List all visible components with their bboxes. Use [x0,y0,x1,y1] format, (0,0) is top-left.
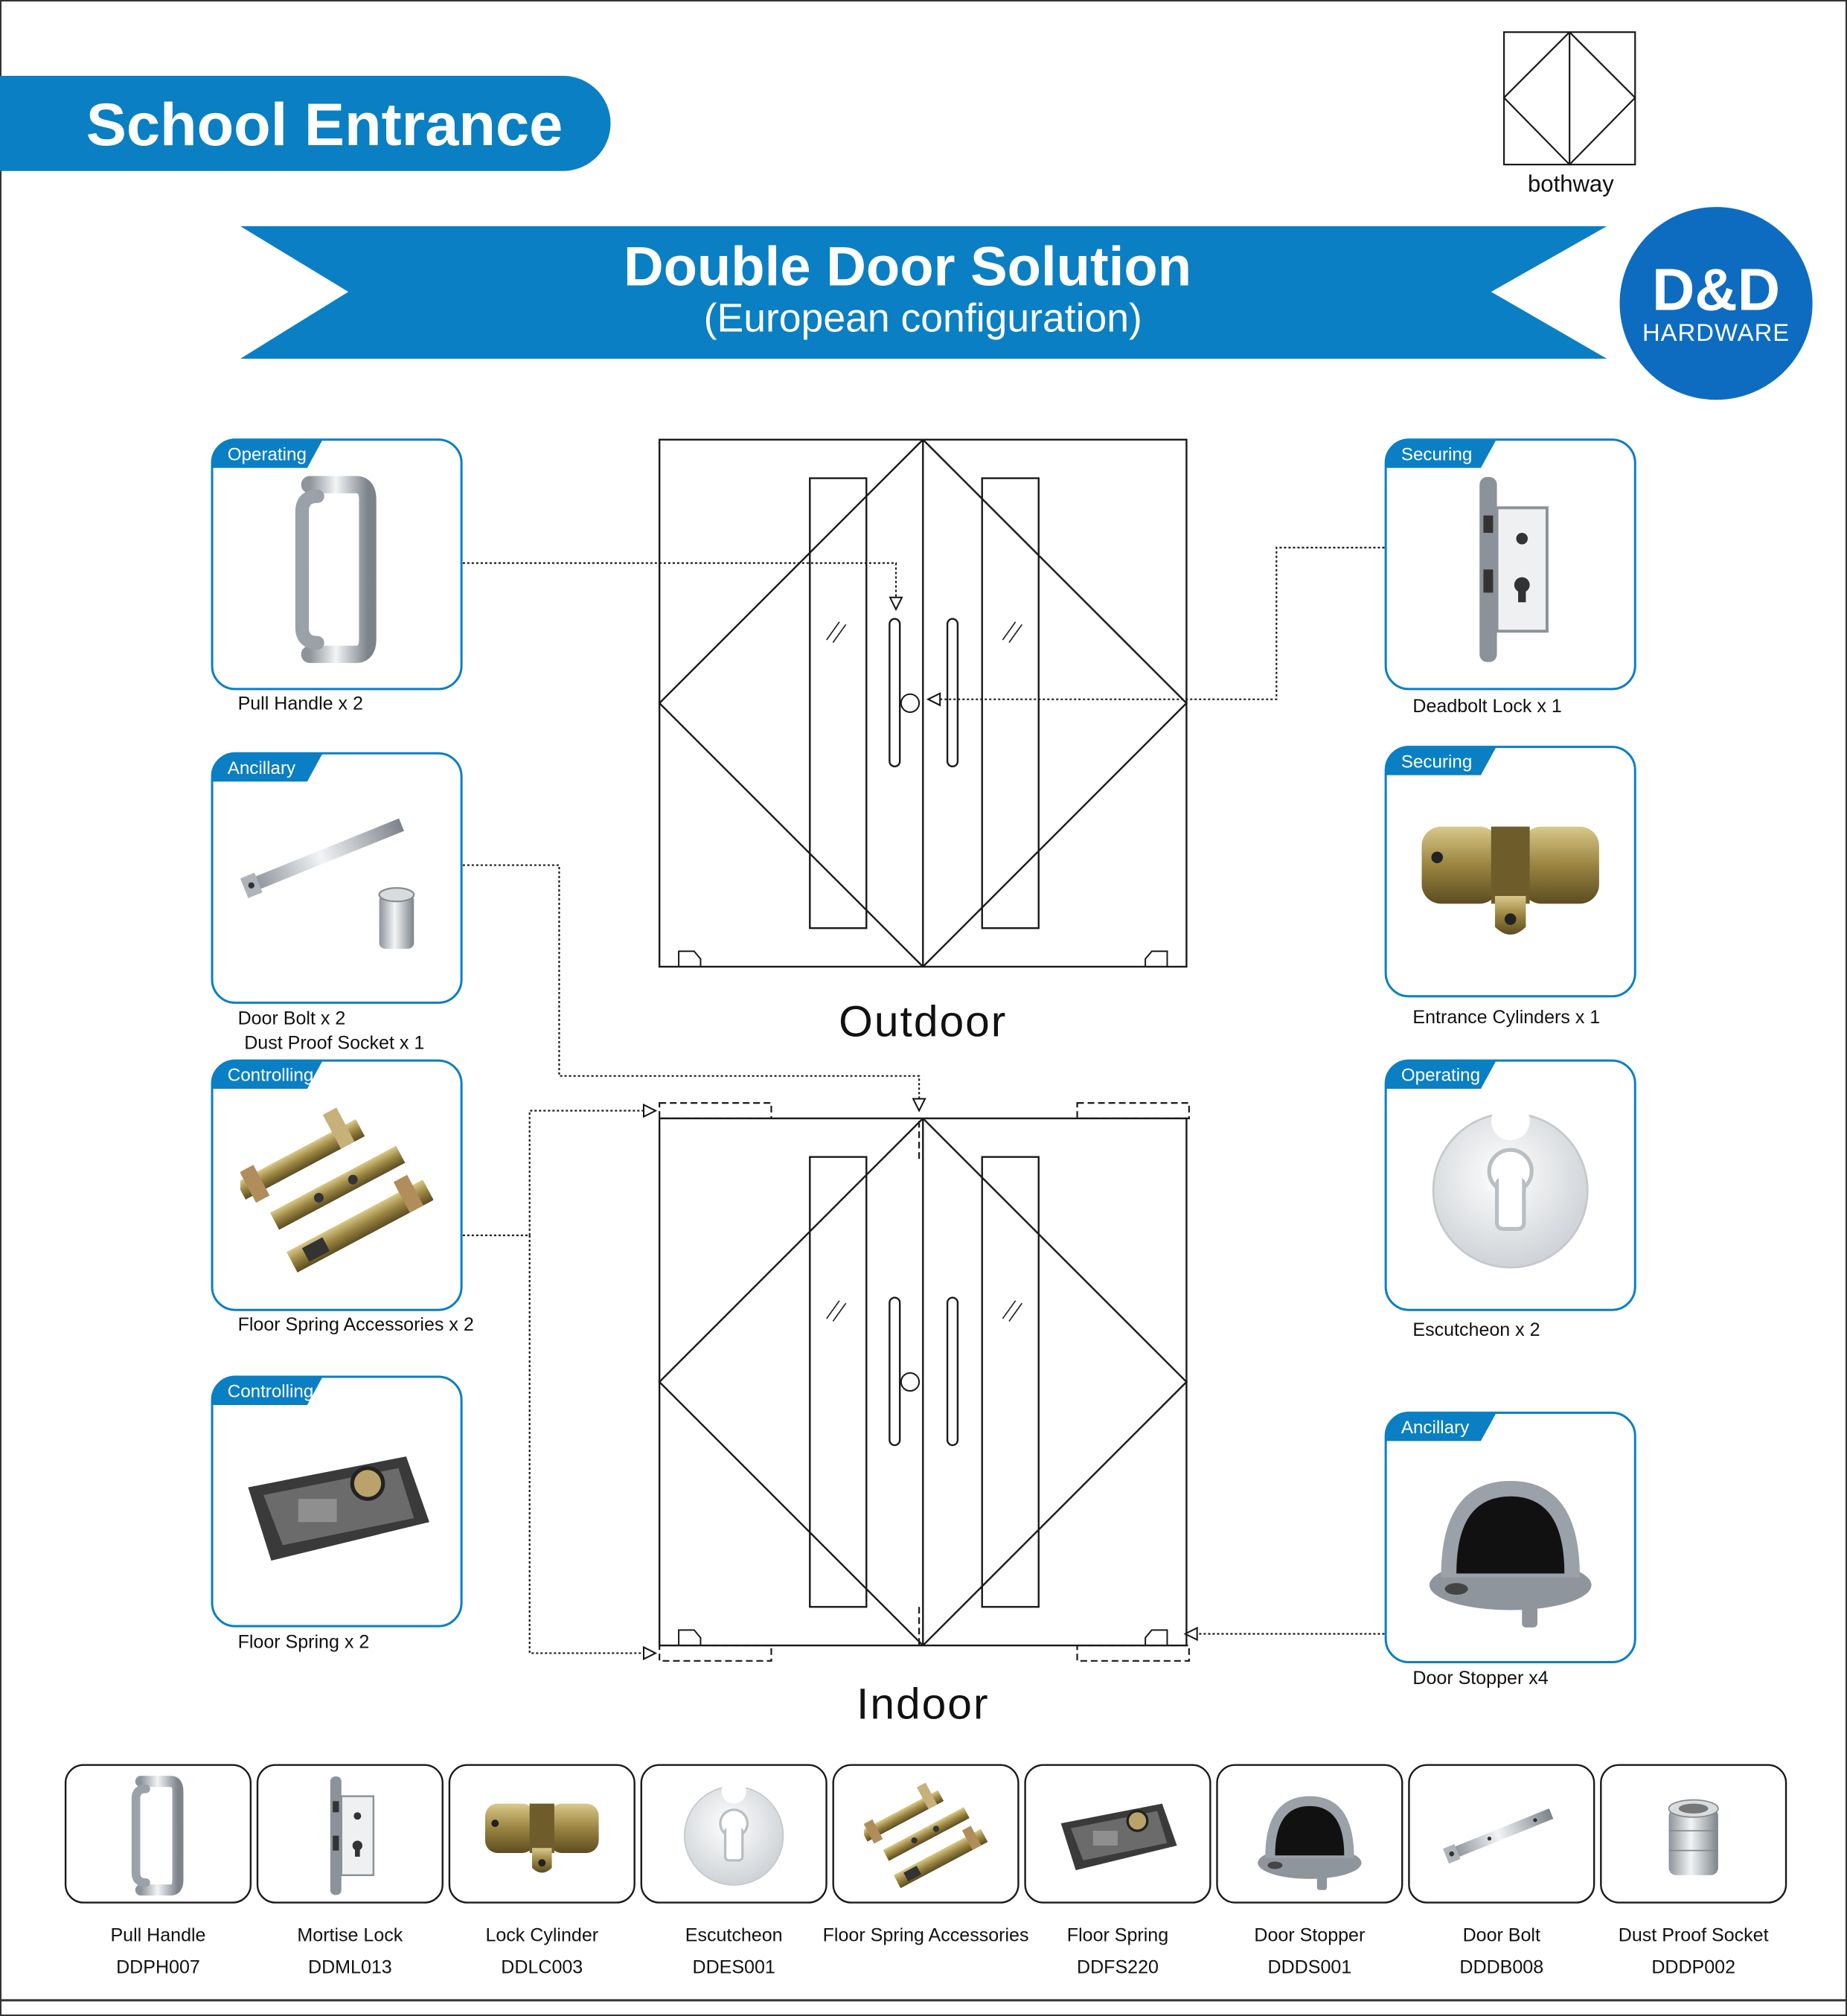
component-caption: Deadbolt Lock x 1 [1412,695,1562,717]
category-label: Controlling [227,1381,314,1402]
category-label: Controlling [227,1065,314,1086]
brand-sub: HARDWARE [1642,318,1790,346]
indoor-door [659,1119,1186,1645]
indoor-label: Indoor [857,1680,990,1729]
product-name: Escutcheon [685,1924,783,1946]
indoor-door-stopper-left [679,1630,700,1645]
product-name: Mortise Lock [297,1924,403,1946]
component-caption: Door Stopper x4 [1412,1667,1549,1689]
connector-door-bolt [463,865,919,1111]
product-name: Floor Spring [1066,1924,1169,1946]
product-item [823,1765,1029,1946]
opening-type-label: bothway [1528,170,1614,197]
banner-subtitle: (European configuration) [703,296,1142,341]
indoor-door-glass-left [810,1157,866,1607]
outdoor-door-stopper-right [1145,951,1167,967]
indoor-door-glint [1002,1301,1015,1319]
indoor-door-lock-cylinder [901,1373,919,1391]
category-label: Securing [1401,752,1473,772]
component-card [212,1377,461,1652]
category-label: Ancillary [227,758,296,778]
banner-title: Double Door Solution [623,235,1192,298]
component-card [1386,1060,1635,1340]
product-name: Dust Proof Socket [1618,1924,1769,1946]
bothway-icon [1504,32,1635,164]
outdoor-door-glint [827,622,839,640]
product-code: DDLC003 [501,1956,583,1978]
outdoor-door-glint [1002,622,1015,640]
dust-proof-socket-icon [1669,1800,1718,1875]
product-name: Lock Cylinder [485,1924,599,1946]
outdoor-door [659,440,1186,967]
component-caption: Escutcheon x 2 [1412,1319,1540,1340]
product-item [641,1765,827,1978]
product-item [1217,1765,1403,1978]
product-item [449,1765,635,1978]
indoor-door-stopper-right [1145,1630,1167,1645]
product-code: DDDS001 [1267,1956,1352,1978]
category-label: Operating [1401,1065,1481,1086]
indoor-door-glint [827,1301,839,1319]
product-code: DDFS220 [1077,1956,1159,1978]
connector-accessories-top [463,1110,656,1235]
indoor-door-swing-right [923,1119,1186,1645]
brand-main: D&D [1652,256,1781,323]
component-card [212,440,461,714]
outdoor-label: Outdoor [839,997,1008,1046]
outdoor-door-swing-left [659,440,923,967]
product-code: DDPH007 [116,1956,200,1978]
product-item [1409,1765,1594,1978]
category-label: Ancillary [1401,1418,1470,1439]
product-item [1601,1765,1786,1978]
product-name: Door Bolt [1462,1924,1540,1946]
component-caption: Pull Handle x 2 [237,693,363,714]
connector-pull-handle [463,563,896,609]
component-card [1386,1412,1635,1688]
category-label: Securing [1401,444,1473,465]
component-caption-2: Dust Proof Socket x 1 [244,1032,425,1054]
component-card [1386,747,1635,1028]
outdoor-door-glass-left [810,479,866,929]
product-item [65,1765,251,1978]
product-name: Floor Spring Accessories [822,1924,1029,1946]
outdoor-door-glint [833,624,845,642]
component-card [212,753,461,1053]
indoor-door-handle-left [889,1298,900,1445]
connector-deadbolt [928,548,1384,700]
product-name: Door Stopper [1254,1924,1366,1946]
indoor-door-glint [833,1303,845,1321]
component-caption: Entrance Cylinders x 1 [1412,1007,1601,1028]
product-name: Pull Handle [110,1924,206,1946]
outdoor-door-handle-right [947,619,958,767]
product-code: DDDB008 [1459,1956,1544,1978]
section-title: School Entrance [86,92,563,159]
outdoor-door-handle-left [889,619,900,767]
product-item [257,1765,443,1978]
floor-spring-right [1078,1645,1189,1661]
component-card [212,1060,474,1335]
product-code: DDDP002 [1651,1956,1736,1978]
outdoor-door-stopper-left [679,951,700,967]
top-pivot-left [659,1103,771,1119]
connector-floor-spring [530,1235,656,1653]
component-caption: Floor Spring Accessories x 2 [237,1313,474,1335]
outdoor-door-lock-cylinder [901,694,919,712]
component-caption: Door Bolt x 2 [237,1008,346,1029]
component-card [1386,440,1635,717]
outdoor-door-glint [1009,624,1022,642]
indoor-door-swing-left [659,1119,923,1645]
top-pivot-right [1078,1103,1189,1119]
floor-spring-left [659,1645,771,1661]
product-code: DDML013 [308,1956,392,1978]
category-label: Operating [227,444,307,465]
indoor-door-handle-right [947,1298,958,1445]
outdoor-door-swing-right [923,440,1186,967]
product-code: DDES001 [692,1956,775,1978]
indoor-door-glint [1009,1303,1022,1321]
component-caption: Floor Spring x 2 [237,1631,370,1653]
product-item [1025,1765,1211,1978]
